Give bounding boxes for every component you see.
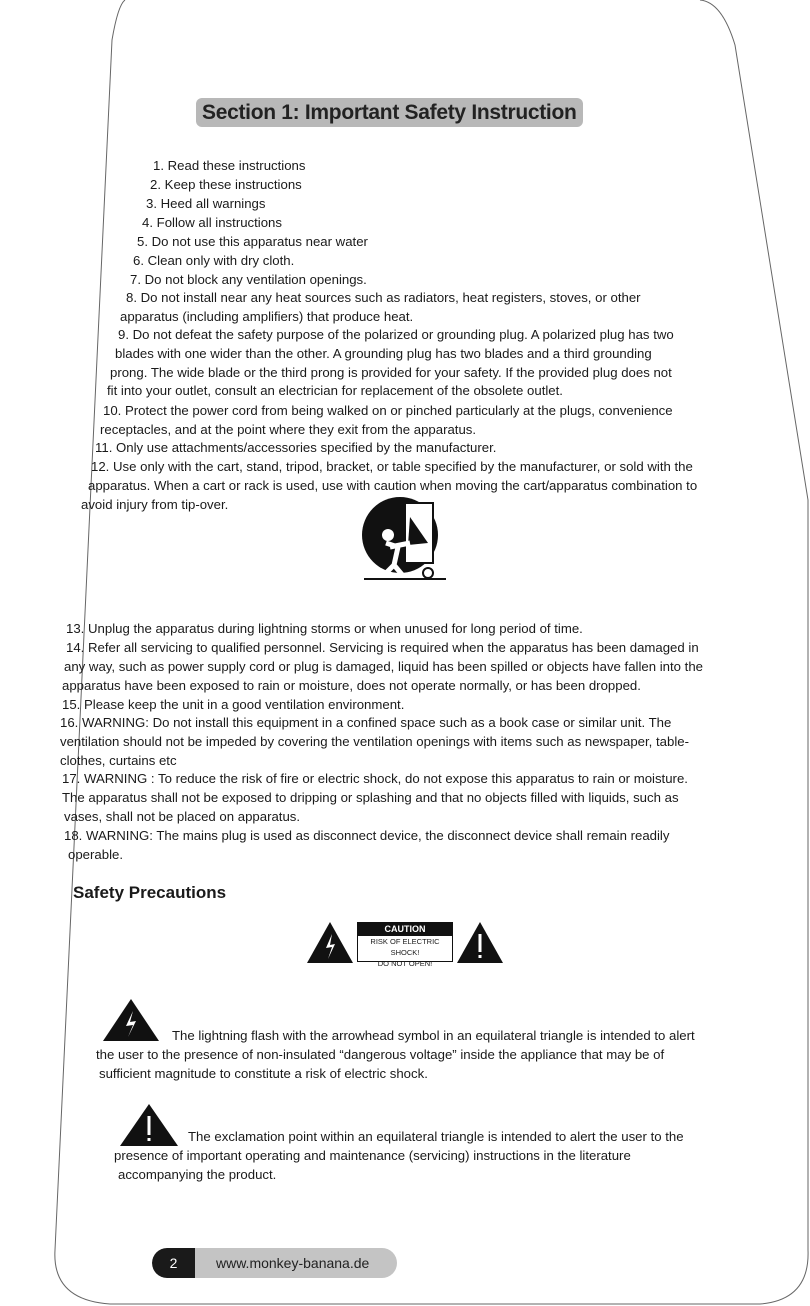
instruction-line: 14. Refer all servicing to qualified personnel. Servicing is required when the apparatus has been damaged in <box>66 640 699 655</box>
instruction-line: 12. Use only with the cart, stand, tripod, bracket, or table specified by the manufacturer, or sold with the <box>91 459 693 474</box>
instruction-line: operable. <box>68 847 123 862</box>
lightning-warning-icon <box>103 999 159 1041</box>
instruction-line: clothes, curtains etc <box>60 753 177 768</box>
instruction-line: 16. WARNING: Do not install this equipment in a confined space such as a book case or similar unit. The <box>60 715 672 730</box>
website-link: www.monkey-banana.de <box>216 1255 370 1271</box>
instruction-line: 4. Follow all instructions <box>142 215 282 230</box>
instruction-line: 8. Do not install near any heat sources such as radiators, heat registers, stoves, or other <box>126 290 641 305</box>
caution-line: DO NOT OPEN! <box>377 959 433 968</box>
instruction-line: 6. Clean only with dry cloth. <box>133 253 295 268</box>
instruction-line: apparatus (including amplifiers) that produce heat. <box>120 309 414 324</box>
instruction-line: 17. WARNING : To reduce the risk of fire or electric shock, do not expose this apparatus to rain or moisture. <box>62 771 688 786</box>
instruction-line: prong. The wide blade or the third prong is provided for your safety. If the provided plug does not <box>110 365 672 380</box>
exclamation-warning-icon <box>120 1104 178 1146</box>
instruction-line: 2. Keep these instructions <box>150 177 302 192</box>
lightning-warning-icon <box>307 922 353 963</box>
instruction-line: any way, such as power supply cord or plug is damaged, liquid has been spilled or objects have fallen into the <box>64 659 703 674</box>
lightning-description: the user to the presence of non-insulated “dangerous voltage” inside the appliance that may be of <box>96 1047 665 1062</box>
instruction-line: 15. Please keep the unit in a good ventilation environment. <box>62 697 405 712</box>
instruction-line: vases, shall not be placed on apparatus. <box>64 809 301 824</box>
instruction-line: receptacles, and at the point where they exit from the apparatus. <box>100 422 477 437</box>
caution-label <box>357 922 453 968</box>
lightning-description: The lightning flash with the arrowhead symbol in an equilateral triangle is intended to alert <box>172 1028 695 1043</box>
exclamation-description: presence of important operating and maintenance (servicing) instructions in the literature <box>114 1148 631 1163</box>
instruction-line: 1. Read these instructions <box>153 158 306 173</box>
instruction-line: 13. Unplug the apparatus during lightning storms or when unused for long period of time. <box>66 621 583 636</box>
instruction-line: The apparatus shall not be exposed to dripping or splashing and that no objects filled with liquids, such as <box>62 790 679 805</box>
page-number: 2 <box>152 1248 195 1278</box>
exclamation-description: The exclamation point within an equilateral triangle is intended to alert the user to the <box>188 1129 684 1144</box>
instruction-line: blades with one wider than the other. A grounding plug has two blades and a third grounding <box>115 346 652 361</box>
instruction-line: apparatus. When a cart or rack is used, use with caution when moving the cart/apparatus combination to <box>88 478 698 493</box>
instruction-line: 11. Only use attachments/accessories specified by the manufacturer. <box>95 440 497 455</box>
exclamation-description: accompanying the product. <box>118 1167 277 1182</box>
instruction-line: 5. Do not use this apparatus near water <box>137 234 368 249</box>
page-footer <box>152 1248 397 1278</box>
instruction-line: 10. Protect the power cord from being walked on or pinched particularly at the plugs, convenience <box>103 403 673 418</box>
instruction-line: apparatus have been exposed to rain or moisture, does not operate normally, or has been dropped. <box>62 678 641 693</box>
caution-header: CAUTION <box>358 923 452 936</box>
section-title: Section 1: Important Safety Instruction <box>196 98 583 127</box>
instruction-line: 9. Do not defeat the safety purpose of the polarized or grounding plug. A polarized plug has two <box>118 327 674 342</box>
instruction-line: fit into your outlet, consult an electrician for replacement of the obsolete outlet. <box>107 383 563 398</box>
instruction-line: 7. Do not block any ventilation openings. <box>130 272 367 287</box>
instruction-line: 18. WARNING: The mains plug is used as disconnect device, the disconnect device shall remain readily <box>64 828 670 843</box>
cart-tip-over-icon <box>360 495 448 581</box>
instruction-line: 3. Heed all warnings <box>146 196 266 211</box>
instruction-line: avoid injury from tip-over. <box>81 497 229 512</box>
lightning-description: sufficient magnitude to constitute a risk of electric shock. <box>99 1066 428 1081</box>
instruction-line: ventilation should not be impeded by covering the ventilation openings with items such as newspaper, table- <box>60 734 689 749</box>
exclamation-warning-icon <box>457 922 503 963</box>
safety-precautions-heading: Safety Precautions <box>73 883 227 902</box>
caution-line: RISK OF ELECTRIC SHOCK! <box>370 937 440 957</box>
